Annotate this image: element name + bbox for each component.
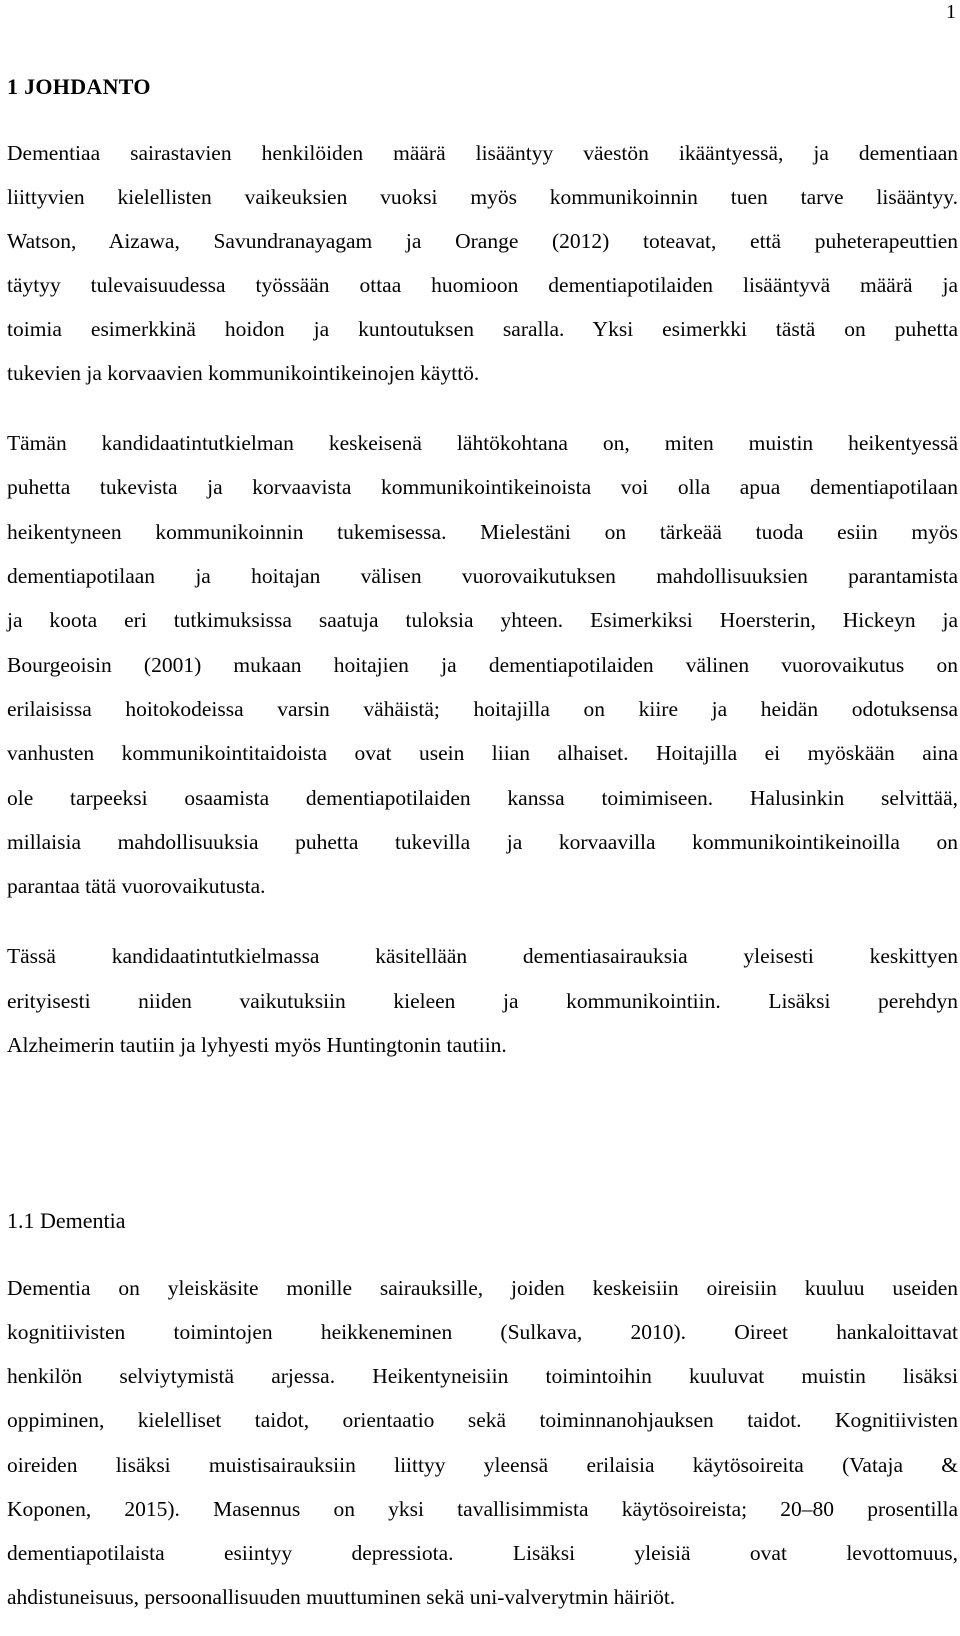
paragraph-3-line: Tässä kandidaatintutkielmassa käsitellään dementiasairauksia yleisesti keskittyen bbox=[7, 944, 958, 968]
paragraph-2-line: dementiapotilaan ja hoitajan välisen vuorovaikutuksen mahdollisuuksien parantamista bbox=[7, 564, 958, 588]
paragraph-1-line: liittyvien kielellisten vaikeuksien vuoksi myös kommunikoinnin tuen tarve lisääntyy. bbox=[7, 185, 958, 209]
paragraph-1-line: täytyy tulevaisuudessa työssään ottaa huomioon dementiapotilaiden lisääntyvä määrä ja bbox=[7, 273, 958, 297]
page-number: 1 bbox=[946, 1, 956, 23]
paragraph-4-line: Dementia on yleiskäsite monille sairauksille, joiden keskeisiin oireisiin kuuluu useiden bbox=[7, 1276, 958, 1300]
paragraph-4-line: Koponen, 2015). Masennus on yksi tavallisimmista käytösoireista; 20–80 prosentilla bbox=[7, 1497, 958, 1521]
paragraph-2-line: ja koota eri tutkimuksissa saatuja tuloksia yhteen. Esimerkiksi Hoersterin, Hickeyn ja bbox=[7, 608, 958, 632]
paragraph-2-line: erilaisissa hoitokodeissa varsin vähäistä; hoitajilla on kiire ja heidän odotuksensa bbox=[7, 697, 958, 721]
paragraph-4-line: oireiden lisäksi muistisairauksiin liittyy yleensä erilaisia käytösoireita (Vataja & bbox=[7, 1453, 958, 1477]
paragraph-2-line: vanhusten kommunikointitaidoista ovat usein liian alhaiset. Hoitajilla ei myöskään aina bbox=[7, 741, 958, 765]
paragraph-4-line: dementiapotilaista esiintyy depressiota. Lisäksi yleisiä ovat levottomuus, bbox=[7, 1541, 958, 1565]
paragraph-2-line: Bourgeoisin (2001) mukaan hoitajien ja dementiapotilaiden välinen vuorovaikutus on bbox=[7, 653, 958, 677]
paragraph-4-line: ahdistuneisuus, persoonallisuuden muuttuminen sekä uni-valverytmin häiriöt. bbox=[7, 1585, 676, 1609]
paragraph-1-line: Dementiaa sairastavien henkilöiden määrä lisääntyy väestön ikääntyessä, ja dementiaan bbox=[7, 141, 958, 165]
paragraph-1-line: Watson, Aizawa, Savundranayagam ja Orange (2012) toteavat, että puheterapeuttien bbox=[7, 229, 958, 253]
paragraph-4-line: oppiminen, kielelliset taidot, orientaatio sekä toiminnanohjauksen taidot. Kognitiivisten bbox=[7, 1408, 958, 1432]
section-heading: 1.1 Dementia bbox=[7, 1208, 126, 1233]
paragraph-2-line: parantaa tätä vuorovaikutusta. bbox=[7, 874, 266, 898]
paragraph-2-line: millaisia mahdollisuuksia puhetta tukevilla ja korvaavilla kommunikointikeinoilla on bbox=[7, 830, 958, 854]
paragraph-3-line: Alzheimerin tautiin ja lyhyesti myös Huntingtonin tautiin. bbox=[7, 1033, 507, 1057]
paragraph-2-line: heikentyneen kommunikoinnin tukemisessa. Mielestäni on tärkeää tuoda esiin myös bbox=[7, 520, 958, 544]
paragraph-1-line: toimia esimerkkinä hoidon ja kuntoutuksen saralla. Yksi esimerkki tästä on puhetta bbox=[7, 317, 958, 341]
paragraph-4-line: kognitiivisten toimintojen heikkeneminen (Sulkava, 2010). Oireet hankaloittavat bbox=[7, 1320, 958, 1344]
paragraph-2-line: puhetta tukevista ja korvaavista kommunikointikeinoista voi olla apua dementiapotilaan bbox=[7, 475, 958, 499]
paragraph-4-line: henkilön selviytymistä arjessa. Heikentyneisiin toimintoihin kuuluvat muistin lisäksi bbox=[7, 1364, 958, 1388]
paragraph-3-line: erityisesti niiden vaikutuksiin kieleen ja kommunikointiin. Lisäksi perehdyn bbox=[7, 989, 958, 1013]
chapter-heading: 1 JOHDANTO bbox=[7, 74, 151, 99]
paragraph-1-line: tukevien ja korvaavien kommunikointikeinojen käyttö. bbox=[7, 361, 480, 385]
paragraph-2-line: Tämän kandidaatintutkielman keskeisenä lähtökohtana on, miten muistin heikentyessä bbox=[7, 431, 958, 455]
paragraph-2-line: ole tarpeeksi osaamista dementiapotilaiden kanssa toimimiseen. Halusinkin selvittää, bbox=[7, 786, 958, 810]
